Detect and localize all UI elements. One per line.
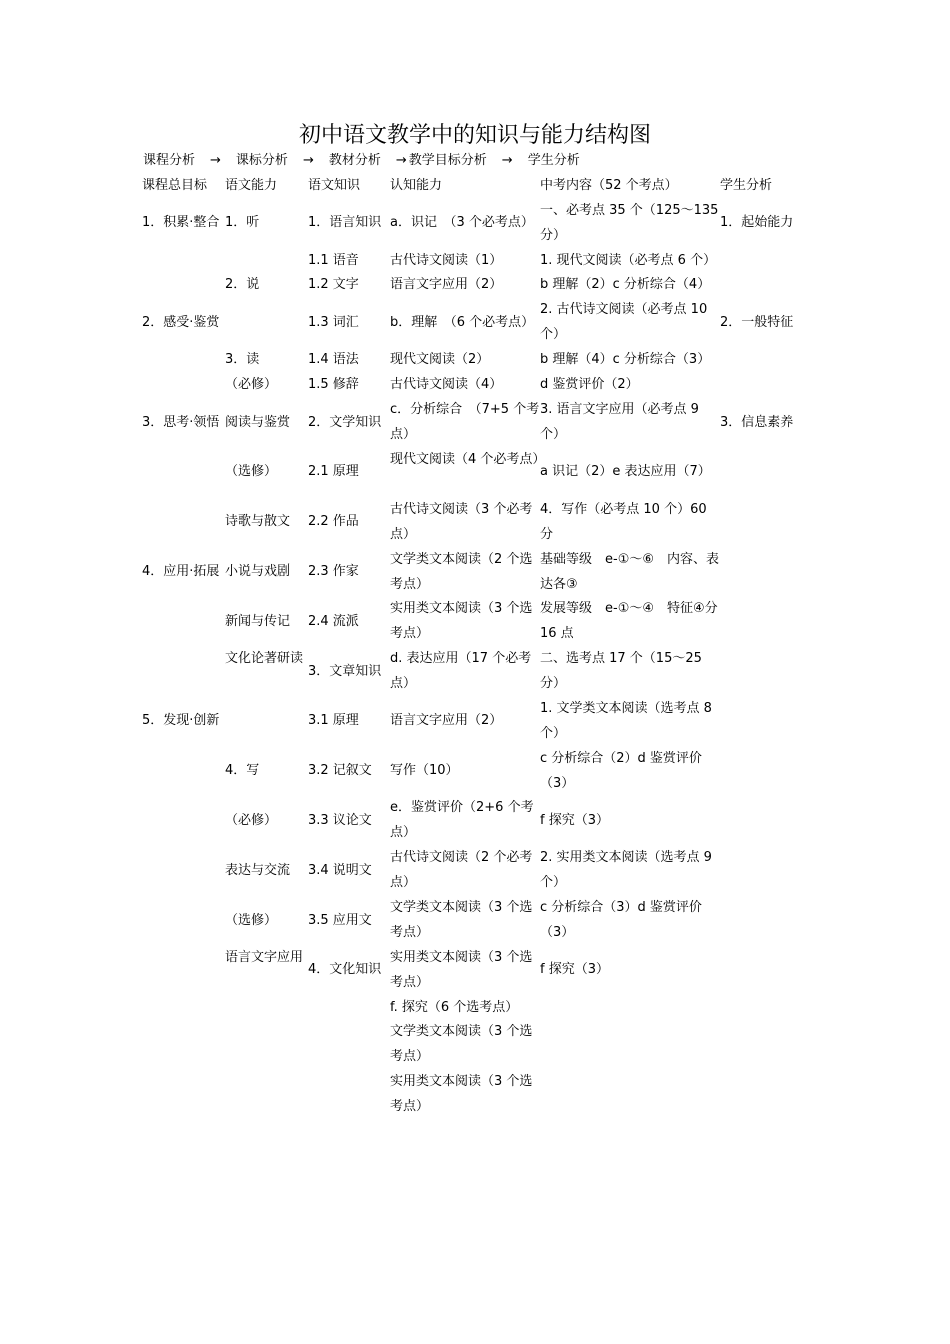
cognitive-item: c．分析综合 （7+5 个考点） xyxy=(390,402,540,442)
ability-item: 语言文字应用 xyxy=(225,950,304,965)
exam-item: c 分析综合（2）d 鉴赏评价（3） xyxy=(540,751,702,791)
ability-item: （必修） xyxy=(225,377,278,392)
header-cognitive-ability: 认知能力 xyxy=(390,178,443,193)
exam-item: 发展等级 e-①～④ 特征④分 16 点 xyxy=(540,601,718,641)
knowledge-item: 1.5 修辞 xyxy=(308,377,359,392)
knowledge-item: 1．语言知识 xyxy=(308,215,382,230)
cognitive-item: 古代诗文阅读（1） xyxy=(390,253,503,268)
goal-item: 4．应用·拓展 xyxy=(142,564,220,579)
knowledge-item: 2．文学知识 xyxy=(308,415,382,430)
ability-item: （必修） xyxy=(225,813,278,828)
header-exam-content: 中考内容（52 个考点） xyxy=(540,178,678,193)
flow-step-students: 学生分析 xyxy=(527,153,580,168)
student-item: 1．起始能力 xyxy=(720,215,794,230)
exam-item: 二、选考点 17 个（15～25 分） xyxy=(540,651,702,691)
header-language-ability: 语文能力 xyxy=(225,178,278,193)
ability-item: 3．读 xyxy=(225,352,260,367)
exam-item: c 分析综合（3）d 鉴赏评价（3） xyxy=(540,900,702,940)
exam-item: b 理解（4）c 分析综合（3） xyxy=(540,352,711,367)
goal-item: 2．感受·鉴赏 xyxy=(142,315,220,330)
cognitive-item: 语言文字应用（2） xyxy=(390,277,503,292)
cognitive-item: 实用类文本阅读（3 个选考点） xyxy=(390,1074,533,1114)
ability-item: 1．听 xyxy=(225,215,260,230)
exam-item: 2. 实用类文本阅读（选考点 9 个） xyxy=(540,850,712,890)
header-student-analysis: 学生分析 xyxy=(720,178,773,193)
exam-item: 1. 文学类文本阅读（选考点 8 个） xyxy=(540,701,712,741)
knowledge-item: 3.1 原理 xyxy=(308,713,359,728)
header-course-goals: 课程总目标 xyxy=(142,178,208,193)
exam-item: f 探究（3） xyxy=(540,962,609,977)
cognitive-item: 现代文阅读（2） xyxy=(390,352,490,367)
arrow-icon: → xyxy=(395,153,407,168)
cognitive-item: b．理解 （6 个必考点） xyxy=(390,315,535,330)
knowledge-item: 1.4 语法 xyxy=(308,352,359,367)
flow-step-course: 课程分析 xyxy=(143,153,196,168)
goal-item: 3．思考·领悟 xyxy=(142,415,220,430)
student-item: 3．信息素养 xyxy=(720,415,794,430)
knowledge-item: 4．文化知识 xyxy=(308,962,382,977)
flow-step-objectives: 教学目标分析 xyxy=(408,153,487,168)
exam-item: f 探究（3） xyxy=(540,813,609,828)
knowledge-item: 1.3 词汇 xyxy=(308,315,359,330)
knowledge-item: 3.5 应用文 xyxy=(308,913,372,928)
header-language-knowledge: 语文知识 xyxy=(308,178,361,193)
exam-item: a 识记（2）e 表达应用（7） xyxy=(540,464,711,479)
arrow-icon: → xyxy=(210,153,221,168)
goal-item: 5．发现·创新 xyxy=(142,713,220,728)
exam-item: 基础等级 e-①～⑥ 内容、表达各③ xyxy=(540,552,719,592)
analysis-flow xyxy=(143,150,580,172)
exam-item: 4．写作（必考点 10 个）60 分 xyxy=(540,502,707,542)
goal-item: 1．积累·整合 xyxy=(142,215,220,230)
cognitive-item: 古代诗文阅读（4） xyxy=(390,377,503,392)
ability-item: 阅读与鉴赏 xyxy=(225,415,291,430)
ability-item: 2．说 xyxy=(225,277,260,292)
ability-item: 新闻与传记 xyxy=(225,614,291,629)
arrow-icon: → xyxy=(501,153,513,168)
exam-item: b 理解（2）c 分析综合（4） xyxy=(540,277,711,292)
cognitive-item: 古代诗文阅读（2 个必考点） xyxy=(390,850,533,890)
ability-item: 小说与戏剧 xyxy=(225,564,291,579)
flow-step-textbook: 教材分析 xyxy=(328,153,381,168)
cognitive-item: 文学类文本阅读（3 个选考点） xyxy=(390,1024,533,1064)
exam-item: 1. 现代文阅读（必考点 6 个） xyxy=(540,253,717,268)
ability-item: （选修） xyxy=(225,913,278,928)
cognitive-item: f. 探究（6 个选考点） xyxy=(390,1000,519,1015)
exam-item: 3. 语言文字应用（必考点 9 个） xyxy=(540,402,699,442)
student-item: 2．一般特征 xyxy=(720,315,794,330)
ability-item: 诗歌与散文 xyxy=(225,514,291,529)
ability-item: （选修） xyxy=(225,464,278,479)
knowledge-item: 3.3 议论文 xyxy=(308,813,372,828)
knowledge-item: 2.4 流派 xyxy=(308,614,359,629)
cognitive-item: 实用类文本阅读（3 个选考点） xyxy=(390,601,533,641)
exam-item: 2. 古代诗文阅读（必考点 10 个） xyxy=(540,302,708,342)
page-title: 初中语文教学中的知识与能力结构图 xyxy=(298,123,651,148)
exam-item: d 鉴赏评价（2） xyxy=(540,377,639,392)
cognitive-item: 现代文阅读（4 个必考点） xyxy=(390,452,546,467)
knowledge-item: 1.2 文字 xyxy=(308,277,359,292)
exam-item: 一、必考点 35 个（125～135 分） xyxy=(540,203,719,243)
ability-item: 文化论著研读 xyxy=(225,651,304,666)
cognitive-item: 语言文字应用（2） xyxy=(390,713,503,728)
arrow-icon: → xyxy=(302,153,314,168)
knowledge-item: 3.4 说明文 xyxy=(308,863,372,878)
cognitive-item: a．识记 （3 个必考点） xyxy=(390,215,534,230)
knowledge-item: 3．文章知识 xyxy=(308,664,382,679)
ability-item: 表达与交流 xyxy=(225,863,291,878)
cognitive-item: 文学类文本阅读（3 个选考点） xyxy=(390,900,533,940)
knowledge-item: 1.1 语音 xyxy=(308,253,359,268)
cognitive-item: 写作（10） xyxy=(390,763,459,778)
cognitive-item: d. 表达应用（17 个必考点） xyxy=(390,651,532,691)
flow-step-standard: 课标分析 xyxy=(235,153,288,168)
ability-item: 4．写 xyxy=(225,763,260,778)
knowledge-item: 2.2 作品 xyxy=(308,514,359,529)
cognitive-item: 古代诗文阅读（3 个必考点） xyxy=(390,502,533,542)
cognitive-item: 文学类文本阅读（2 个选考点） xyxy=(390,552,533,592)
knowledge-item: 3.2 记叙文 xyxy=(308,763,372,778)
knowledge-item: 2.3 作家 xyxy=(308,564,359,579)
cognitive-item: e．鉴赏评价（2+6 个考点） xyxy=(390,800,534,840)
knowledge-item: 2.1 原理 xyxy=(308,464,359,479)
cognitive-item: 实用类文本阅读（3 个选考点） xyxy=(390,950,533,990)
